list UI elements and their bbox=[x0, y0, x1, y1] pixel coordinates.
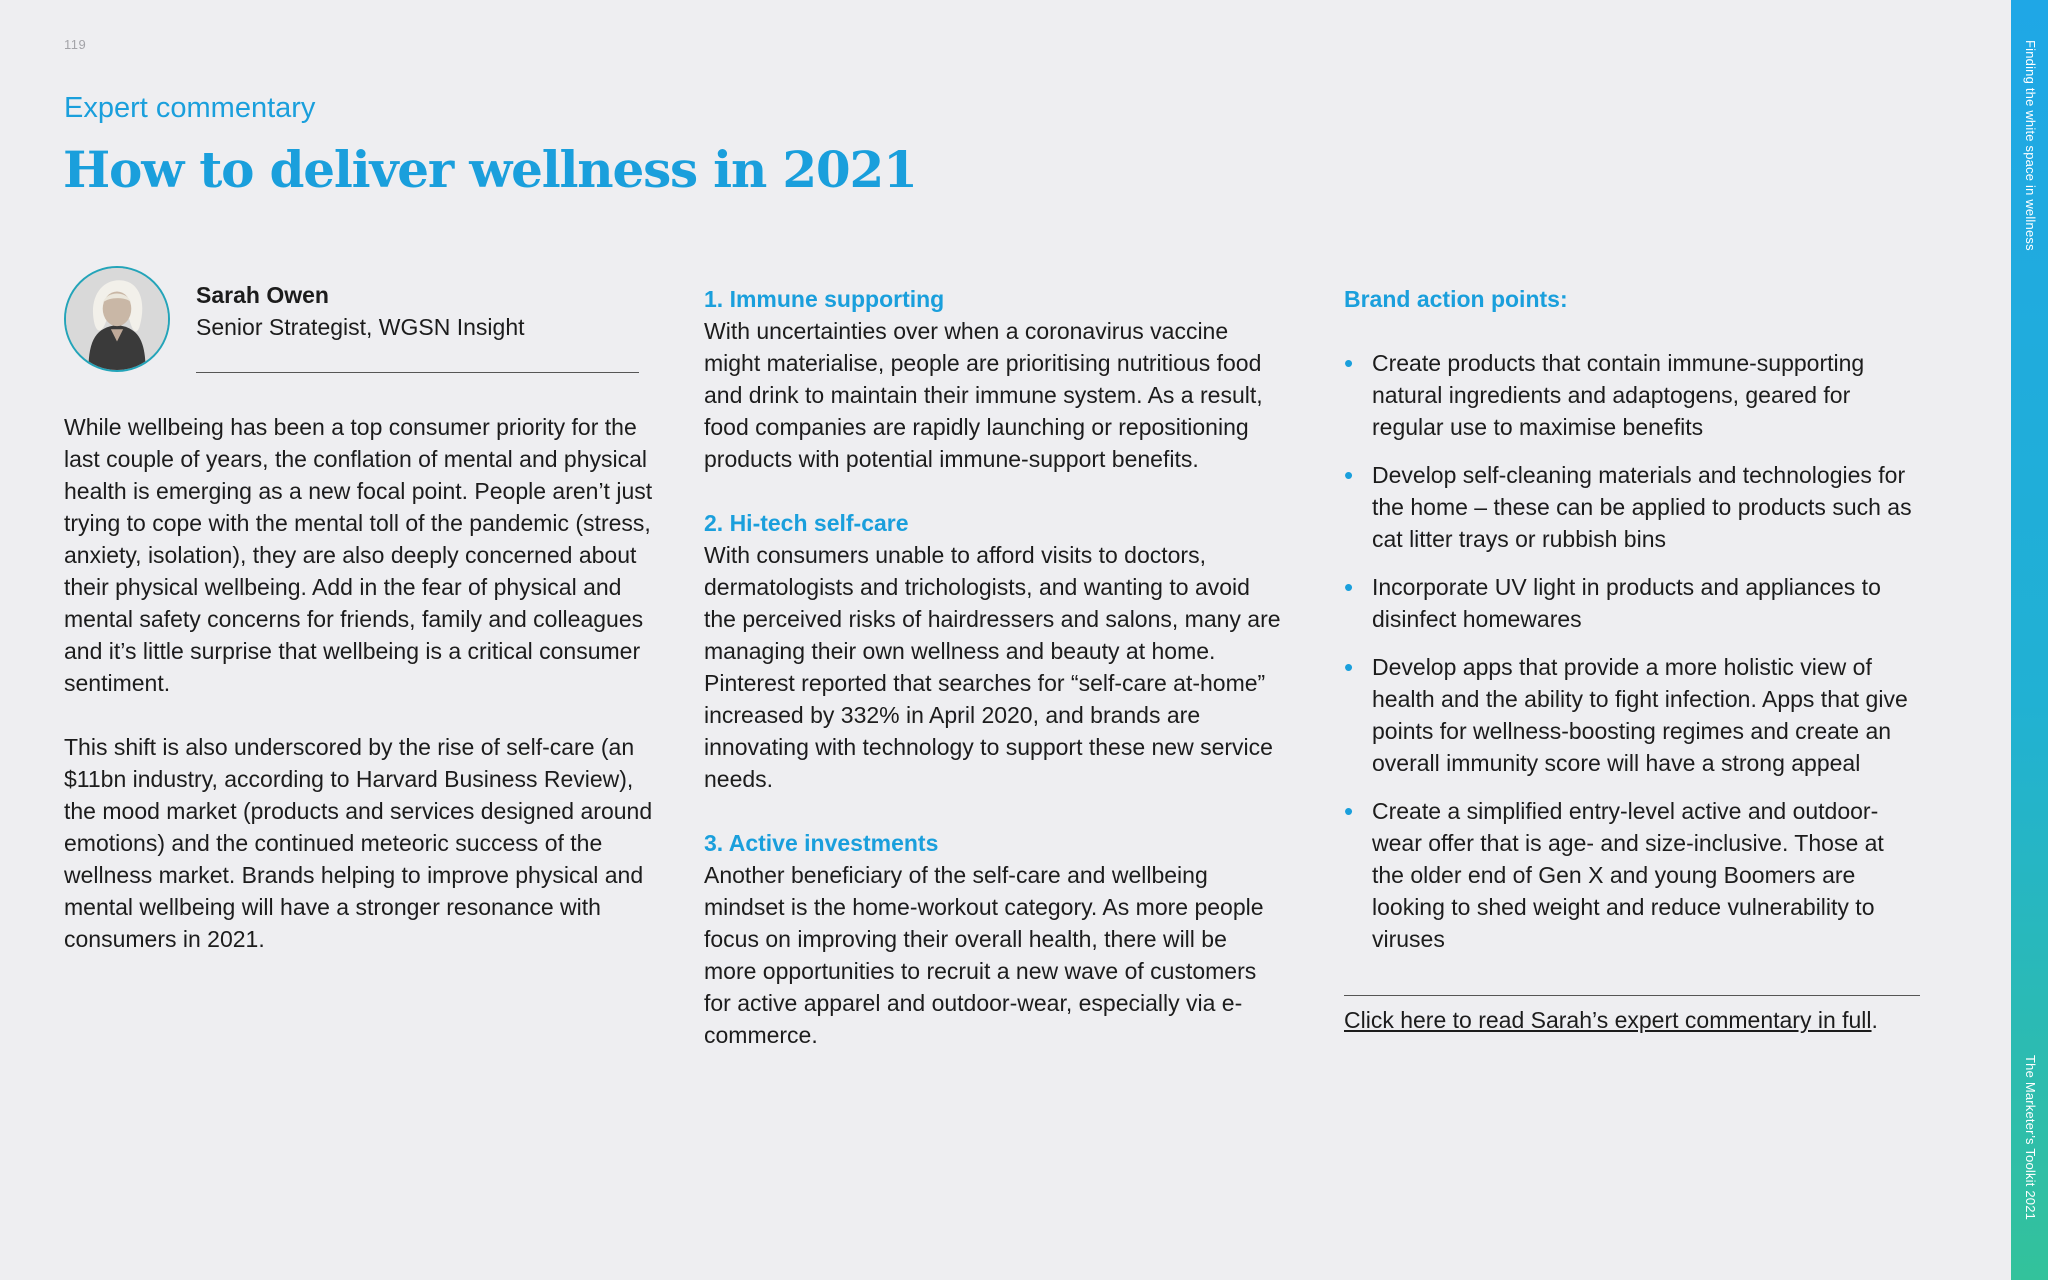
author-avatar bbox=[64, 266, 170, 372]
author-block bbox=[64, 266, 639, 376]
trend-body: With uncertainties over when a coronavirus vaccine might materialise, people are prioritising nutritious food and drink to maintain their immune system. As a result, food companies are rapidly launching or repositioning products with potential immune-support benefits. bbox=[704, 318, 1263, 472]
footer-divider bbox=[1344, 995, 1920, 996]
list-item bbox=[1344, 459, 1920, 555]
section-kicker: Expert commentary bbox=[64, 92, 316, 124]
trend-heading: 2. Hi-tech self-care bbox=[704, 510, 909, 536]
trend-body: With consumers unable to afford visits to doctors, dermatologists and trichologists, and wanting to avoid the perceived risks of hairdressers and salons, many are managing their own wellness and beauty at home. Pinterest reported that searches for “self-care at-home” increased by 332% in April 2020, and brands are innovating with technology to support these new service needs. bbox=[704, 542, 1281, 792]
intro-paragraph: While wellbeing has been a top consumer priority for the last couple of years, the conflation of mental and physical health is emerging as a new focal point. People aren’t just trying to cope with the mental toll of the pandemic (stress, anxiety, isolation), they are also deeply concerned about their physical wellbeing. Add in the fear of physical and mental safety concerns for friends, family and colleagues and it’s little surprise that wellbeing is a critical consumer sentiment. bbox=[64, 414, 653, 696]
trend-body: Another beneficiary of the self-care and wellbeing mindset is the home-workout category. As more people focus on improving their overall health, there will be more opportunities to recruit a new wave of customers for active apparel and outdoor-wear, especially via e-commerce. bbox=[704, 862, 1264, 1048]
list-item bbox=[1344, 795, 1920, 955]
author-portrait-image bbox=[66, 268, 168, 370]
bullet-icon: • bbox=[1344, 652, 1354, 682]
trend-heading: 1. Immune supporting bbox=[704, 286, 945, 312]
page-title: How to deliver wellness in 2021 bbox=[63, 140, 917, 199]
intro-paragraph: This shift is also underscored by the rise of self-care (an $11bn industry, according to Harvard Business Review), the mood market (products and services designed around emotions) and the continued meteoric success of the wellness market. Brands helping to improve physical and mental wellbeing will have a stronger resonance with consumers in 2021. bbox=[64, 734, 653, 952]
list-item bbox=[1344, 651, 1920, 779]
side-label-top: Finding the white space in wellness bbox=[2023, 40, 2038, 251]
bullet-icon: • bbox=[1344, 460, 1354, 490]
bullet-icon: • bbox=[1344, 348, 1354, 378]
intro-text bbox=[64, 411, 654, 987]
page-number: 119 bbox=[64, 37, 87, 52]
author-name: Sarah Owen bbox=[196, 282, 329, 308]
list-item-text: Create a simplified entry-level active and outdoor-wear offer that is age- and size-inclusive. Those at the older end of Gen X and young Boomers are looking to shed weight and reduce vulnerability to viruses bbox=[1372, 798, 1884, 952]
list-item-text: Incorporate UV light in products and appliances to disinfect homewares bbox=[1372, 574, 1881, 632]
trend-heading: 3. Active investments bbox=[704, 830, 939, 856]
trend-section bbox=[704, 283, 1284, 475]
brand-actions-column bbox=[1344, 283, 1920, 1036]
brand-actions-list bbox=[1344, 347, 1920, 955]
list-item-text: Create products that contain immune-supporting natural ingredients and adaptogens, geared for regular use to maximise benefits bbox=[1372, 350, 1865, 440]
side-label-bottom: The Marketer’s Toolkit 2021 bbox=[2023, 1055, 2038, 1221]
trend-section bbox=[704, 827, 1284, 1051]
read-full-commentary-link[interactable]: Click here to read Sarah’s expert commentary in full bbox=[1344, 1007, 1872, 1033]
author-role: Senior Strategist, WGSN Insight bbox=[196, 314, 525, 340]
author-divider bbox=[196, 372, 639, 373]
bullet-icon: • bbox=[1344, 796, 1354, 826]
trend-section bbox=[704, 507, 1284, 795]
list-item bbox=[1344, 347, 1920, 443]
list-item-text: Develop self-cleaning materials and technologies for the home – these can be applied to products such as cat litter trays or rubbish bins bbox=[1372, 462, 1912, 552]
side-bar bbox=[2011, 0, 2048, 1280]
read-more-suffix: . bbox=[1871, 1007, 1878, 1033]
read-more bbox=[1344, 1004, 1920, 1036]
list-item bbox=[1344, 571, 1920, 635]
list-item-text: Develop apps that provide a more holistic view of health and the ability to fight infection. Apps that give points for wellness-boosting regimes and create an overall immunity score will have a strong appeal bbox=[1372, 654, 1908, 776]
bullet-icon: • bbox=[1344, 572, 1354, 602]
brand-actions-heading: Brand action points: bbox=[1344, 286, 1568, 312]
trends-column bbox=[704, 283, 1284, 1083]
